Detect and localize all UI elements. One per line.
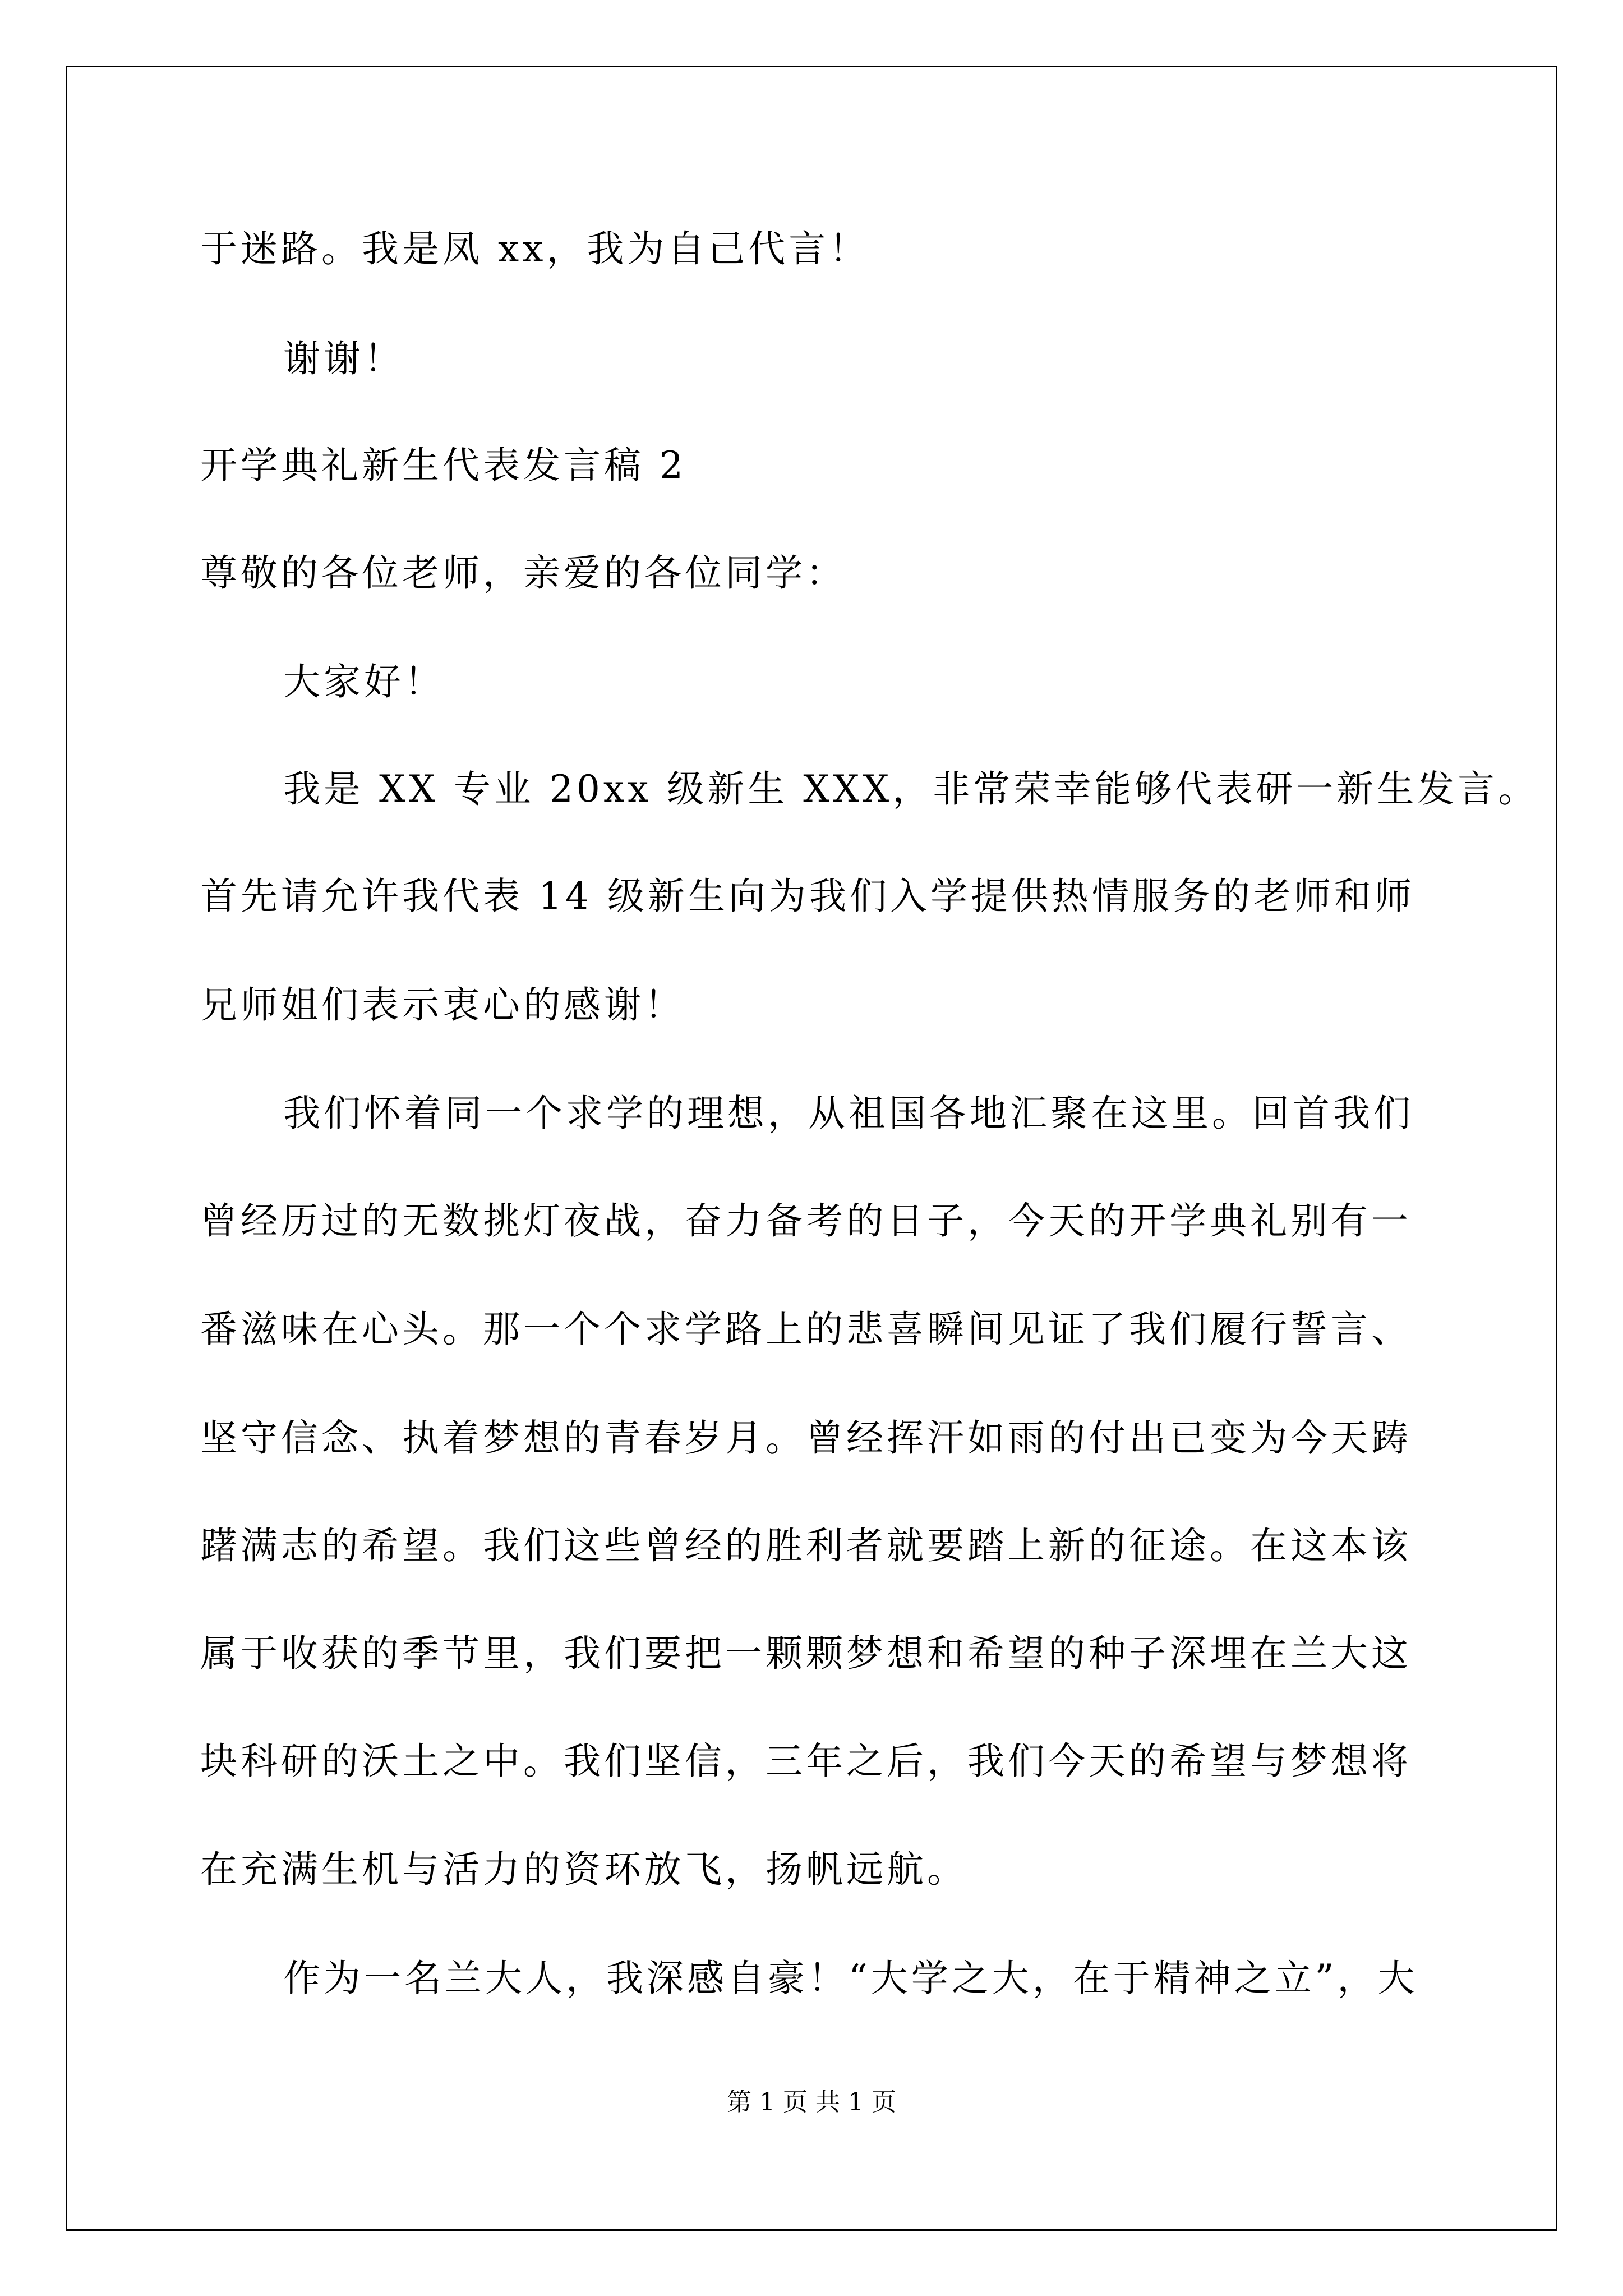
paragraph-line: 作为一名兰大人，我深感自豪！“大学之大，在于精神之立”，大 xyxy=(283,1957,1418,2000)
paragraph-line: 番滋味在心头。那一个个求学路上的悲喜瞬间见证了我们履行誓言、 xyxy=(200,1308,1412,1351)
paragraph-line: 我们怀着同一个求学的理想，从祖国各地汇聚在这里。回首我们 xyxy=(283,1092,1414,1135)
section-heading: 开学典礼新生代表发言稿 2 xyxy=(200,444,686,487)
text-line-2: 谢谢！ xyxy=(283,337,404,380)
paragraph-line: 躇满志的希望。我们这些曾经的胜利者就要踏上新的征途。在这本该 xyxy=(200,1524,1412,1567)
page-frame xyxy=(66,66,1557,2231)
paragraph-line: 兄师姐们表示衷心的感谢！ xyxy=(200,983,685,1027)
paragraph-line: 在充满生机与活力的资环放飞，扬帆远航。 xyxy=(200,1848,967,1891)
paragraph-line: 曾经历过的无数挑灯夜战，奋力备考的日子，今天的开学典礼别有一 xyxy=(200,1199,1412,1243)
page-number-footer: 第 1 页 共 1 页 xyxy=(727,2088,896,2116)
paragraph-line: 首先请允许我代表 14 级新生向为我们入学提供热情服务的老师和师 xyxy=(200,875,1415,918)
paragraph-line: 我是 XX 专业 20xx 级新生 XXX，非常荣幸能够代表研一新生发言。 xyxy=(283,767,1539,811)
paragraph-line: 属于收获的季节里，我们要把一颗颗梦想和希望的种子深埋在兰大这 xyxy=(200,1632,1412,1675)
salutation: 尊敬的各位老师，亲爱的各位同学： xyxy=(200,551,846,595)
paragraph-line: 块科研的沃土之中。我们坚信，三年之后，我们今天的希望与梦想将 xyxy=(200,1740,1412,1783)
text-line-1: 于迷路。我是凤 xx，我为自己代言！ xyxy=(200,227,870,270)
paragraph-line: 坚守信念、执着梦想的青春岁月。曾经挥汗如雨的付出已变为今天踌 xyxy=(200,1416,1412,1460)
greeting: 大家好！ xyxy=(283,660,445,703)
